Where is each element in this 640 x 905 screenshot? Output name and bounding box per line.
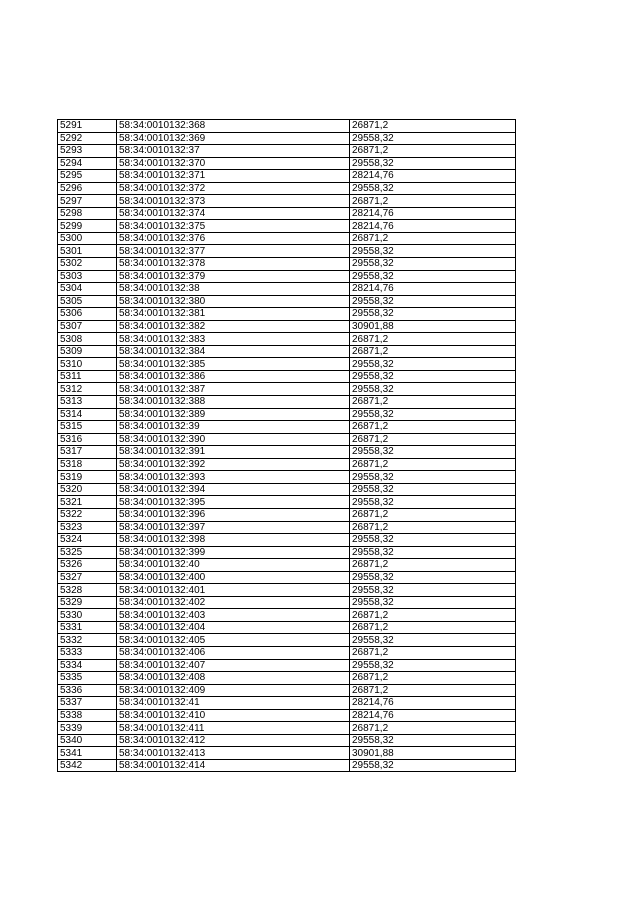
row-number-cell: 5331	[58, 621, 117, 634]
table-row	[58, 646, 516, 659]
value-cell: 28214,76	[350, 170, 516, 183]
cadastral-number-cell: 58:34:0010132:38	[117, 283, 350, 296]
row-number-cell: 5333	[58, 646, 117, 659]
value-cell: 29558,32	[350, 383, 516, 396]
cadastral-number-cell: 58:34:0010132:399	[117, 546, 350, 559]
cadastral-number-cell: 58:34:0010132:396	[117, 508, 350, 521]
value-cell: 26871,2	[350, 559, 516, 572]
table-row	[58, 446, 516, 459]
table-row	[58, 584, 516, 597]
value-cell: 26871,2	[350, 145, 516, 158]
cadastral-number-cell: 58:34:0010132:409	[117, 684, 350, 697]
cadastral-number-cell: 58:34:0010132:41	[117, 697, 350, 710]
row-number-cell: 5309	[58, 345, 117, 358]
cadastral-number-cell: 58:34:0010132:369	[117, 132, 350, 145]
row-number-cell: 5322	[58, 508, 117, 521]
row-number-cell: 5336	[58, 684, 117, 697]
value-cell: 26871,2	[350, 621, 516, 634]
cadastral-number-cell: 58:34:0010132:402	[117, 596, 350, 609]
table-row	[58, 534, 516, 547]
cadastral-number-cell: 58:34:0010132:375	[117, 220, 350, 233]
cadastral-number-cell: 58:34:0010132:408	[117, 672, 350, 685]
table-row	[58, 157, 516, 170]
table-row	[58, 132, 516, 145]
cadastral-number-cell: 58:34:0010132:374	[117, 207, 350, 220]
table-row	[58, 734, 516, 747]
row-number-cell: 5303	[58, 270, 117, 283]
cadastral-number-cell: 58:34:0010132:386	[117, 370, 350, 383]
table-body	[58, 120, 516, 772]
table-row	[58, 145, 516, 158]
table-row	[58, 709, 516, 722]
value-cell: 28214,76	[350, 220, 516, 233]
cadastral-number-cell: 58:34:0010132:401	[117, 584, 350, 597]
row-number-cell: 5305	[58, 295, 117, 308]
row-number-cell: 5311	[58, 370, 117, 383]
row-number-cell: 5316	[58, 433, 117, 446]
table-row	[58, 408, 516, 421]
value-cell: 29558,32	[350, 370, 516, 383]
row-number-cell: 5319	[58, 471, 117, 484]
table-row	[58, 672, 516, 685]
value-cell: 29558,32	[350, 245, 516, 258]
cadastral-number-cell: 58:34:0010132:370	[117, 157, 350, 170]
row-number-cell: 5293	[58, 145, 117, 158]
table-row	[58, 170, 516, 183]
row-number-cell: 5315	[58, 421, 117, 434]
table-row	[58, 120, 516, 133]
value-cell: 29558,32	[350, 546, 516, 559]
value-cell: 29558,32	[350, 659, 516, 672]
value-cell: 28214,76	[350, 709, 516, 722]
value-cell: 29558,32	[350, 584, 516, 597]
cadastral-number-cell: 58:34:0010132:372	[117, 182, 350, 195]
value-cell: 26871,2	[350, 345, 516, 358]
value-cell: 29558,32	[350, 496, 516, 509]
row-number-cell: 5302	[58, 258, 117, 271]
table-row	[58, 258, 516, 271]
row-number-cell: 5341	[58, 747, 117, 760]
cadastral-number-cell: 58:34:0010132:387	[117, 383, 350, 396]
value-cell: 26871,2	[350, 684, 516, 697]
row-number-cell: 5304	[58, 283, 117, 296]
cadastral-number-cell: 58:34:0010132:412	[117, 734, 350, 747]
row-number-cell: 5294	[58, 157, 117, 170]
table-row	[58, 396, 516, 409]
cadastral-number-cell: 58:34:0010132:388	[117, 396, 350, 409]
table-row	[58, 747, 516, 760]
row-number-cell: 5291	[58, 120, 117, 133]
value-cell: 29558,32	[350, 258, 516, 271]
cadastral-number-cell: 58:34:0010132:410	[117, 709, 350, 722]
value-cell: 26871,2	[350, 232, 516, 245]
cadastral-number-cell: 58:34:0010132:380	[117, 295, 350, 308]
cadastral-number-cell: 58:34:0010132:40	[117, 559, 350, 572]
table-row	[58, 621, 516, 634]
cadastral-number-cell: 58:34:0010132:414	[117, 759, 350, 772]
table-row	[58, 295, 516, 308]
value-cell: 26871,2	[350, 646, 516, 659]
table-row	[58, 308, 516, 321]
table-row	[58, 496, 516, 509]
row-number-cell: 5306	[58, 308, 117, 321]
value-cell: 29558,32	[350, 759, 516, 772]
cadastral-number-cell: 58:34:0010132:379	[117, 270, 350, 283]
cadastral-number-cell: 58:34:0010132:406	[117, 646, 350, 659]
value-cell: 26871,2	[350, 421, 516, 434]
cadastral-number-cell: 58:34:0010132:368	[117, 120, 350, 133]
table-row	[58, 471, 516, 484]
table-row	[58, 270, 516, 283]
table-row	[58, 609, 516, 622]
value-cell: 29558,32	[350, 596, 516, 609]
table-row	[58, 697, 516, 710]
row-number-cell: 5320	[58, 483, 117, 496]
cadastral-number-cell: 58:34:0010132:385	[117, 358, 350, 371]
value-cell: 29558,32	[350, 358, 516, 371]
value-cell: 26871,2	[350, 722, 516, 735]
cadastral-number-cell: 58:34:0010132:405	[117, 634, 350, 647]
row-number-cell: 5324	[58, 534, 117, 547]
row-number-cell: 5338	[58, 709, 117, 722]
table-row	[58, 182, 516, 195]
value-cell: 29558,32	[350, 157, 516, 170]
row-number-cell: 5312	[58, 383, 117, 396]
table-row	[58, 320, 516, 333]
table-row	[58, 546, 516, 559]
value-cell: 26871,2	[350, 120, 516, 133]
table-row	[58, 659, 516, 672]
value-cell: 29558,32	[350, 295, 516, 308]
cadastral-number-cell: 58:34:0010132:390	[117, 433, 350, 446]
row-number-cell: 5296	[58, 182, 117, 195]
data-table	[57, 119, 516, 772]
cadastral-number-cell: 58:34:0010132:384	[117, 345, 350, 358]
cadastral-number-cell: 58:34:0010132:404	[117, 621, 350, 634]
value-cell: 29558,32	[350, 308, 516, 321]
cadastral-number-cell: 58:34:0010132:382	[117, 320, 350, 333]
value-cell: 28214,76	[350, 697, 516, 710]
value-cell: 26871,2	[350, 508, 516, 521]
cadastral-number-cell: 58:34:0010132:381	[117, 308, 350, 321]
table-row	[58, 521, 516, 534]
table-row	[58, 722, 516, 735]
cadastral-number-cell: 58:34:0010132:373	[117, 195, 350, 208]
row-number-cell: 5310	[58, 358, 117, 371]
cadastral-number-cell: 58:34:0010132:395	[117, 496, 350, 509]
cadastral-number-cell: 58:34:0010132:378	[117, 258, 350, 271]
value-cell: 30901,88	[350, 320, 516, 333]
table-row	[58, 759, 516, 772]
value-cell: 26871,2	[350, 195, 516, 208]
cadastral-number-cell: 58:34:0010132:391	[117, 446, 350, 459]
row-number-cell: 5292	[58, 132, 117, 145]
value-cell: 29558,32	[350, 571, 516, 584]
value-cell: 26871,2	[350, 333, 516, 346]
value-cell: 26871,2	[350, 672, 516, 685]
value-cell: 29558,32	[350, 446, 516, 459]
cadastral-number-cell: 58:34:0010132:398	[117, 534, 350, 547]
table-row	[58, 220, 516, 233]
value-cell: 28214,76	[350, 207, 516, 220]
table-row	[58, 358, 516, 371]
cadastral-number-cell: 58:34:0010132:403	[117, 609, 350, 622]
row-number-cell: 5340	[58, 734, 117, 747]
cadastral-number-cell: 58:34:0010132:383	[117, 333, 350, 346]
cadastral-number-cell: 58:34:0010132:407	[117, 659, 350, 672]
row-number-cell: 5334	[58, 659, 117, 672]
table-row	[58, 245, 516, 258]
table-row	[58, 559, 516, 572]
row-number-cell: 5308	[58, 333, 117, 346]
cadastral-number-cell: 58:34:0010132:400	[117, 571, 350, 584]
cadastral-number-cell: 58:34:0010132:397	[117, 521, 350, 534]
cadastral-number-cell: 58:34:0010132:376	[117, 232, 350, 245]
value-cell: 26871,2	[350, 521, 516, 534]
table-row	[58, 684, 516, 697]
table-row	[58, 596, 516, 609]
row-number-cell: 5339	[58, 722, 117, 735]
table-row	[58, 421, 516, 434]
row-number-cell: 5295	[58, 170, 117, 183]
value-cell: 29558,32	[350, 270, 516, 283]
table-row	[58, 370, 516, 383]
cadastral-number-cell: 58:34:0010132:377	[117, 245, 350, 258]
value-cell: 30901,88	[350, 747, 516, 760]
row-number-cell: 5332	[58, 634, 117, 647]
table-row	[58, 345, 516, 358]
row-number-cell: 5317	[58, 446, 117, 459]
table-row	[58, 433, 516, 446]
cadastral-number-cell: 58:34:0010132:39	[117, 421, 350, 434]
row-number-cell: 5313	[58, 396, 117, 409]
table-row	[58, 634, 516, 647]
value-cell: 26871,2	[350, 396, 516, 409]
table-row	[58, 458, 516, 471]
value-cell: 29558,32	[350, 734, 516, 747]
value-cell: 29558,32	[350, 534, 516, 547]
table-row	[58, 483, 516, 496]
cadastral-number-cell: 58:34:0010132:37	[117, 145, 350, 158]
table-row	[58, 207, 516, 220]
row-number-cell: 5323	[58, 521, 117, 534]
value-cell: 29558,32	[350, 132, 516, 145]
row-number-cell: 5298	[58, 207, 117, 220]
value-cell: 29558,32	[350, 634, 516, 647]
value-cell: 29558,32	[350, 483, 516, 496]
value-cell: 26871,2	[350, 609, 516, 622]
row-number-cell: 5327	[58, 571, 117, 584]
row-number-cell: 5330	[58, 609, 117, 622]
cadastral-number-cell: 58:34:0010132:371	[117, 170, 350, 183]
row-number-cell: 5329	[58, 596, 117, 609]
table-row	[58, 195, 516, 208]
cadastral-number-cell: 58:34:0010132:394	[117, 483, 350, 496]
value-cell: 28214,76	[350, 283, 516, 296]
row-number-cell: 5335	[58, 672, 117, 685]
row-number-cell: 5301	[58, 245, 117, 258]
row-number-cell: 5328	[58, 584, 117, 597]
cadastral-number-cell: 58:34:0010132:411	[117, 722, 350, 735]
table-row	[58, 232, 516, 245]
value-cell: 29558,32	[350, 408, 516, 421]
row-number-cell: 5321	[58, 496, 117, 509]
row-number-cell: 5342	[58, 759, 117, 772]
value-cell: 26871,2	[350, 433, 516, 446]
row-number-cell: 5300	[58, 232, 117, 245]
row-number-cell: 5307	[58, 320, 117, 333]
table-row	[58, 383, 516, 396]
row-number-cell: 5325	[58, 546, 117, 559]
cadastral-number-cell: 58:34:0010132:393	[117, 471, 350, 484]
row-number-cell: 5299	[58, 220, 117, 233]
table-row	[58, 571, 516, 584]
row-number-cell: 5314	[58, 408, 117, 421]
cadastral-number-cell: 58:34:0010132:413	[117, 747, 350, 760]
table-row	[58, 508, 516, 521]
cadastral-number-cell: 58:34:0010132:392	[117, 458, 350, 471]
value-cell: 29558,32	[350, 471, 516, 484]
row-number-cell: 5297	[58, 195, 117, 208]
table-row	[58, 333, 516, 346]
row-number-cell: 5318	[58, 458, 117, 471]
row-number-cell: 5326	[58, 559, 117, 572]
table-row	[58, 283, 516, 296]
value-cell: 26871,2	[350, 458, 516, 471]
cadastral-number-cell: 58:34:0010132:389	[117, 408, 350, 421]
row-number-cell: 5337	[58, 697, 117, 710]
value-cell: 29558,32	[350, 182, 516, 195]
